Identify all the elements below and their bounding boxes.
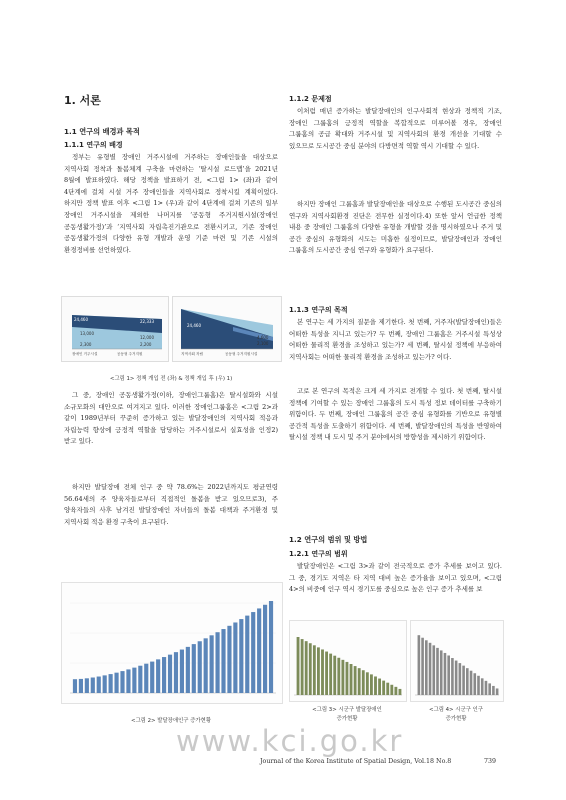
fig1-right-legend: 공동형 주거지원시설 <box>225 352 258 356</box>
chart-bar <box>473 673 476 695</box>
chart-bar <box>374 676 377 695</box>
figure-3-caption-line2: 증가현황 <box>336 716 358 722</box>
paragraph-5: 하지만 장애인 그룹홈과 발달장애인을 대상으로 수행된 도시공간 중심의 연구와 지역사회환경 진단은 전무한 실정이다.4) 또한 앞서 언급한 정책 내용 중 장애인 그룹홈의 다양한 유형을 개발할 것을 명시하였으나 주거 및 공간 중심의 유형화의 시도는 미흡한 실정이므로, 발달장애인과 장애인 그룹홈의 도시공간 중심 연구와 유형화가 요구된다. <box>289 200 502 255</box>
chart-bar <box>346 662 349 695</box>
chart-bar <box>192 644 196 693</box>
chart-bar <box>150 662 154 693</box>
chart-bar <box>432 645 435 695</box>
chart-bar <box>126 669 130 693</box>
chart-bar <box>215 632 219 693</box>
paragraph-7: 고로 본 연구의 목적은 크게 세 가지로 전개할 수 있다. 첫 번째, 탈시설 정책에 기여할 수 있는 장애인 그룹홈의 도시 특성 정보 데이터를 구축하기 위함이다. 두 번째, 장애인 그룹홈의 공간 중심 유형화를 기반으로 유형별 공간적 특성을 도출하기 위함이다. 세 번째, 발달장애인의 특성을 반영하여 탈시설 정책 내 도시 및 주거 분야에서의 방향성을 제시하기 위함이다. <box>289 387 502 442</box>
chart-bar <box>333 656 336 695</box>
chart-bar <box>418 635 421 695</box>
chart-bar <box>97 677 101 693</box>
chart-bar <box>309 643 312 695</box>
figure-1-left-chart <box>61 296 169 362</box>
chart-bar <box>358 668 361 695</box>
chart-bar <box>156 659 160 693</box>
chart-bar <box>481 678 484 695</box>
chart-bar <box>337 658 340 695</box>
chart-bar <box>378 679 381 695</box>
chart-bar <box>329 654 332 695</box>
chart-bar <box>103 675 107 693</box>
chart-bar <box>138 666 142 693</box>
chart-bar <box>425 640 428 695</box>
figure-3-caption-line1: <그림 3> 시군구 발달장애인 <box>312 707 382 713</box>
chart-bar <box>362 670 365 695</box>
chart-bar <box>386 683 389 695</box>
chart-bar <box>447 655 450 695</box>
chart-bar <box>459 663 462 695</box>
chart-bar <box>162 657 166 693</box>
chart-bar <box>132 668 136 693</box>
chart-bar <box>341 660 344 695</box>
fig1-right-label: 4,600 <box>257 335 269 340</box>
chart-bar <box>492 686 495 695</box>
section-title: 1. 서론 <box>64 94 101 107</box>
chart-bar <box>168 655 172 693</box>
footer-page-number: 739 <box>484 758 497 765</box>
chart-bar <box>174 652 178 693</box>
chart-bar <box>382 681 385 695</box>
chart-bar <box>421 638 424 695</box>
fig1-left-label: 24,460 <box>74 317 88 322</box>
chart-bar <box>462 666 465 695</box>
heading-background: 1.1.1 연구의 배경 <box>64 141 123 149</box>
chart-bar <box>451 658 454 695</box>
chart-bar <box>186 647 190 693</box>
chart-bar <box>79 679 83 693</box>
chart-bar <box>120 671 124 693</box>
chart-bar <box>470 671 473 695</box>
chart-bar <box>73 679 77 693</box>
figure-4-caption-line1: <그림 4> 시군구 인구 <box>428 707 484 713</box>
chart-bar <box>366 672 369 695</box>
figure-4-chart <box>410 620 504 702</box>
fig1-left-label: 2,300 <box>80 342 92 347</box>
chart-bar <box>210 635 214 693</box>
figure-4-bar-chart <box>411 621 503 701</box>
figure-2-caption: <그림 2> 발달장애인구 증가현황 <box>130 718 212 724</box>
chart-bar <box>91 678 95 693</box>
heading-background-purpose: 1.1 연구의 배경과 목적 <box>64 127 140 136</box>
paragraph-1: 정부는 유형별 장애인 거주시설에 거주하는 장애인들을 대상으로 지역사회 정착과 돌봄체계 구축을 마련하는 ‘탈시설 로드맵’을 2021년 8월에 발표하였다. 해당 정책을 발표하기 전, <그림 1> (좌)과 같이 4단계에 걸쳐 시설 거주 장애인들을 지역사회로 정착시킬 계획이었다. 하지만 정책 발표 이후 <그림 1> (우)과 같이 4단계에 걸쳐 기존의 일부 장애인 거주시설을 제외한 나머지를 ‘공동형 주거지원시설(장애인 공동생활가정)’과 ‘지역사회 자립촉진기관으로 전환시키고, 기존 장애인 공동생활가정의 다양한 유형 개발과 운영 기준 마련 및 기존 시설의 환경정비를 선언하였다. <box>64 153 278 254</box>
chart-bar <box>227 626 231 693</box>
chart-bar <box>444 653 447 695</box>
chart-bar <box>350 664 353 695</box>
figure-1-caption: <그림 1> 정책 개입 전 (좌) & 정책 개입 후 (우) 1) <box>109 376 233 382</box>
chart-bar <box>477 676 480 695</box>
chart-bar <box>485 681 488 695</box>
chart-bar <box>440 650 443 695</box>
figure-1-right-chart <box>172 296 282 362</box>
footer-journal: Journal of the Korea Institute of Spatial Design, Vol.18 No.8 <box>260 758 452 765</box>
figure-4-caption-line2: 증가현황 <box>445 716 467 722</box>
fig1-right-label: 24,460 <box>187 323 201 328</box>
figure-3-bar-chart <box>290 621 406 701</box>
chart-bar <box>221 629 225 693</box>
chart-bar <box>204 638 208 693</box>
paragraph-6: 본 연구는 세 가지의 질문을 제기한다. 첫 번째, 거주자(발달장애인)들은 어떠한 특성을 지니고 있는가? 두 번째, 장애인 그룹홈은 거주시설 특성상 어떠한 물리적 환경을 조성하고 있는가? 세 번째, 탈시설 정책에 부응하여 지역사회는 어떠한 물리적 환경을 조성하고 있는가? 이다. <box>289 318 502 361</box>
chart-bar <box>317 647 320 695</box>
chart-bar <box>257 608 261 693</box>
chart-bar <box>305 641 308 695</box>
chart-bar <box>144 664 148 693</box>
chart-bar <box>436 648 439 695</box>
chart-bar <box>466 668 469 695</box>
chart-bar <box>180 650 184 693</box>
chart-bar <box>496 688 499 695</box>
paragraph-4: 이처럼 매년 증가하는 발달장애인의 인구사회적 현상과 정책적 기조, 장애인 그룹홈의 긍정적 역할을 복합적으로 미루어볼 경우, 장애인 그룹홈의 공급 확대와 거주시설 및 지역사회의 환경 개선을 기대할 수 있으므로 도시공간 중심 분야의 다방면적 역할 역시 기대할 수 있다. <box>289 107 502 150</box>
chart-bar <box>297 637 300 695</box>
chart-bar <box>429 643 432 695</box>
heading-purpose: 1.1.3 연구의 목적 <box>289 306 348 314</box>
chart-bar <box>245 616 249 693</box>
chart-bar <box>114 673 118 693</box>
chart-bar <box>394 687 397 695</box>
chart-bar <box>263 605 267 693</box>
chart-bar <box>313 645 316 695</box>
chart-bar <box>269 601 273 693</box>
chart-bar <box>109 674 113 693</box>
heading-scope: 1.2.1 연구의 범위 <box>289 550 348 558</box>
fig1-right-label: 2,100 <box>257 341 269 346</box>
chart-bar <box>301 639 304 695</box>
paragraph-8: 발달장애인은 <그림 3>과 같이 전국적으로 증가 추세를 보이고 있다. 그 중, 경기도 지역은 타 지역 대비 높은 증가율을 보이고 있으며, <그림 4>의 비중에 인구 역시 경기도를 중심으로 높은 인구 증가 추세를 보 <box>289 562 502 594</box>
chart-bar <box>354 666 357 695</box>
paragraph-2: 그 중, 장애인 공동생활가정(이하, 장애인그룹홈)은 탈시설화와 시설 소규모화의 대안으로 여겨지고 있다. 이러한 장애인그룹홈은 <그림 2>과 같이 1989년부터 꾸준히 증가하고 있는 발달장애인의 지역사회 적응과 자립능력 향상에 긍정적 역할을 담당하는 거주시설로서 실효성을 인정2)받고 있다. <box>64 391 278 446</box>
fig1-left-label: 2,200 <box>140 342 152 347</box>
chart-bar <box>399 689 402 695</box>
fig1-left-legend: 장애인 거주시설 <box>72 352 98 356</box>
chart-bar <box>239 619 243 693</box>
chart-bar <box>488 683 491 695</box>
fig1-left-label: 13,000 <box>80 331 94 336</box>
figure-2-chart <box>61 582 283 704</box>
chart-bar <box>390 685 393 695</box>
figure-2-bar-chart <box>62 583 282 703</box>
fig1-right-legend: 지역사회 자립 <box>181 352 203 356</box>
chart-bar <box>85 678 89 693</box>
fig1-left-label: 12,000 <box>140 335 154 340</box>
chart-bar <box>455 661 458 695</box>
watermark: www.kci.go.kr <box>176 724 404 758</box>
chart-bar <box>198 641 202 693</box>
heading-scope-method: 1.2 연구의 범위 및 방법 <box>289 535 368 544</box>
fig1-left-label: 22,333 <box>140 319 154 324</box>
chart-bar <box>321 649 324 695</box>
chart-bar <box>233 622 237 693</box>
fig1-left-legend: 공동형 주거지원 <box>117 352 143 356</box>
chart-bar <box>370 674 373 695</box>
heading-problem: 1.1.2 문제점 <box>289 95 332 103</box>
chart-bar <box>251 612 255 693</box>
paragraph-3: 하지만 발달장애 전체 인구 중 약 78.6%는 2022년까지도 평균연령 56.64세의 주 양육자들로부터 직접적인 돌봄을 받고 있으므로3), 주 양육자들의 사후 남겨진 발달장애인 자녀들의 돌봄 대책과 주거환경 및 지역사회 적응 환경 구축이 요구된다. <box>64 483 278 526</box>
figure-3-chart <box>289 620 407 702</box>
chart-bar <box>325 652 328 695</box>
